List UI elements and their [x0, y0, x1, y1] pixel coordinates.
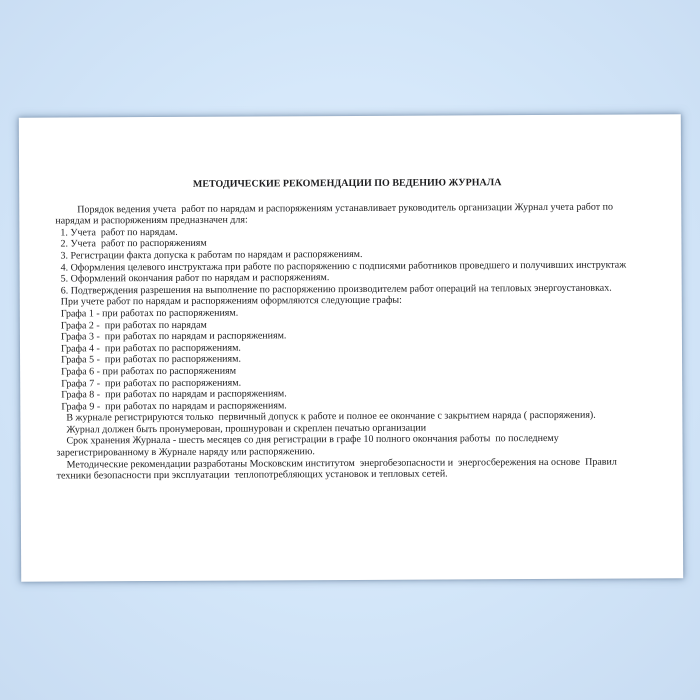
document-paragraph: Графа 8 - при работах по нарядам и распоряжениям.: [61, 388, 287, 401]
document-body: [55, 201, 640, 482]
document-paragraph: 6. Подтверждения разрешения на выполнение по распоряжению производителем работ операций на тепловых энергоустановках.: [60, 282, 612, 297]
document-paragraph: Журнал должен быть пронумерован, прошнурован и скреплен печатью организации: [66, 422, 427, 436]
document-paragraph: 4. Оформления целевого инструктажа при работе по распоряжению с подписями работников проведшего и получивших инструктаж: [60, 259, 627, 274]
document-paragraph: Графа 1 - при работах по распоряжениям.: [60, 307, 239, 320]
document-paragraph: 1. Учета работ по нарядам.: [60, 226, 178, 239]
document-paragraph: При учете работ по нарядам и распоряжениям оформляются следующие графы:: [60, 295, 402, 308]
document-paragraph: Графа 2 - при работах по нарядам: [60, 319, 207, 332]
document-paragraph: Графа 4 - при работах по распоряжениям.: [60, 342, 241, 355]
document-paragraph: 2. Учета работ по распоряжениям: [60, 238, 207, 250]
document-title: МЕТОДИЧЕСКИЕ РЕКОМЕНДАЦИИ ПО ВЕДЕНИЮ ЖУРНАЛА: [192, 177, 502, 190]
document-paragraph: Графа 3 - при работах по нарядам и распоряжениям.: [60, 330, 287, 343]
document-paragraph: Порядок ведения учета работ по нарядам и распоряжениям устанавливает руководитель организации Журнал учета работ по нарядам и распоряжениям предназначен для:: [55, 201, 616, 227]
document-paragraph: Графа 9 - при работах по нарядам и распоряжениям.: [61, 400, 287, 413]
document-paragraph: Методические рекомендации разработаны Московским институтом энергобезопасности и энергосбережения на основе Правил техники безопасности при эксплуатации теплопотребляющих установок и тепловых сетей.: [56, 456, 620, 482]
document-paragraph: В журнале регистрируются только первичный допуск к работе и полное ее окончание с закрытием наряда ( распоряжения).: [66, 410, 596, 424]
document-paragraph: Графа 5 - при работах по распоряжениям.: [61, 353, 241, 366]
document-paragraph: Графа 7 - при работах по распоряжениям.: [61, 377, 242, 390]
document-paragraph: 3. Регистрации факта допуска к работам по нарядам и распоряжениям.: [60, 248, 363, 262]
document-paragraph: Срок хранения Журнала - шесть месяцев со дня регистрации в графе 10 полного окончания работы по последнему зарегистрированному в Журнале наряду или распоряжению.: [56, 433, 562, 459]
document-page: [19, 114, 683, 581]
document-paragraph: Графа 6 - при работах по распоряжениям: [61, 365, 237, 378]
document-paragraph: 5. Оформлений окончания работ по нарядам и распоряжениям.: [60, 272, 330, 285]
